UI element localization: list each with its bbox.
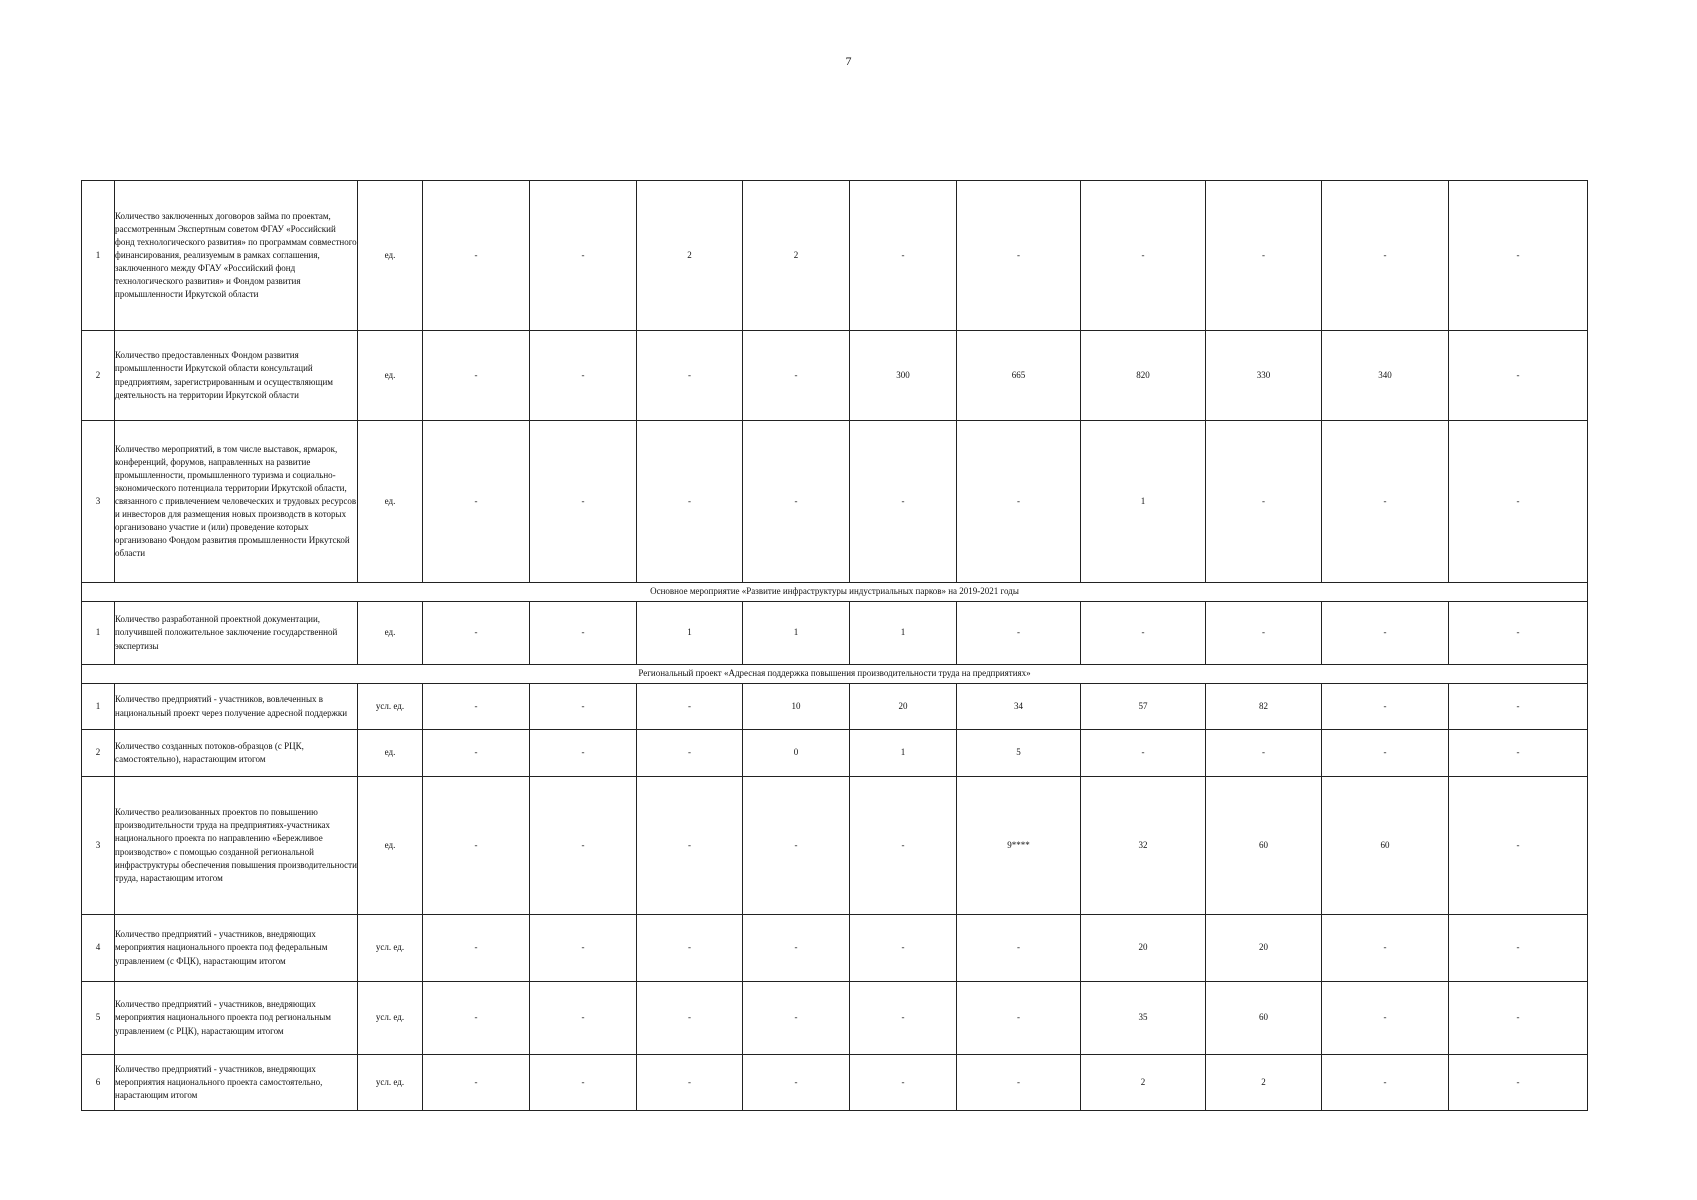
value-cell: 330 (1206, 331, 1322, 421)
value-cell: - (743, 777, 850, 915)
value-cell: - (1081, 181, 1206, 331)
value-cell: - (637, 730, 743, 777)
unit-cell: ед. (358, 181, 423, 331)
indicators-table (81, 180, 1588, 1111)
row-number: 3 (82, 421, 115, 583)
value-cell: - (1449, 982, 1588, 1055)
value-cell: 20 (850, 684, 957, 730)
value-cell: - (850, 421, 957, 583)
value-cell: 10 (743, 684, 850, 730)
value-cell: - (1322, 602, 1449, 665)
value-cell: 60 (1206, 777, 1322, 915)
value-cell: - (957, 915, 1081, 982)
table-row (82, 181, 1588, 331)
row-number: 5 (82, 982, 115, 1055)
table-row (82, 421, 1588, 583)
value-cell: - (423, 730, 530, 777)
value-cell: - (957, 602, 1081, 665)
value-cell: - (530, 1055, 637, 1111)
value-cell: - (850, 1055, 957, 1111)
value-cell: - (530, 915, 637, 982)
value-cell: 20 (1081, 915, 1206, 982)
value-cell: - (423, 982, 530, 1055)
value-cell: 340 (1322, 331, 1449, 421)
value-cell: - (743, 915, 850, 982)
unit-cell: усл. ед. (358, 684, 423, 730)
value-cell: - (957, 181, 1081, 331)
value-cell: - (1449, 684, 1588, 730)
value-cell: - (423, 421, 530, 583)
indicator-description: Количество разработанной проектной документации, получившей положительное заключение государственной экспертизы (115, 602, 358, 665)
value-cell: - (637, 331, 743, 421)
indicator-description: Количество предприятий - участников, внедряющих мероприятия национального проекта под федеральным управлением (с ФЦК), нарастающим итогом (115, 915, 358, 982)
section-title: Региональный проект «Адресная поддержка повышения производительности труда на предприятиях» (82, 665, 1588, 684)
value-cell: 2 (637, 181, 743, 331)
indicator-description: Количество созданных потоков-образцов (с РЦК, самостоятельно), нарастающим итогом (115, 730, 358, 777)
value-cell: - (1449, 915, 1588, 982)
value-cell: - (850, 982, 957, 1055)
value-cell: 820 (1081, 331, 1206, 421)
value-cell: - (1206, 602, 1322, 665)
page-number: 7 (845, 54, 852, 68)
row-number: 1 (82, 602, 115, 665)
value-cell: - (423, 602, 530, 665)
row-number: 3 (82, 777, 115, 915)
value-cell: 0 (743, 730, 850, 777)
value-cell: 1 (637, 602, 743, 665)
value-cell: - (637, 777, 743, 915)
indicator-description: Количество предприятий - участников, внедряющих мероприятия национального проекта под региональным управлением (с РЦК), нарастающим итогом (115, 982, 358, 1055)
row-number: 2 (82, 730, 115, 777)
value-cell: - (1206, 181, 1322, 331)
table-row (82, 777, 1588, 915)
value-cell: 5 (957, 730, 1081, 777)
table-row (82, 602, 1588, 665)
unit-cell: ед. (358, 777, 423, 915)
unit-cell: усл. ед. (358, 1055, 423, 1111)
value-cell: - (1322, 915, 1449, 982)
value-cell: 1 (743, 602, 850, 665)
value-cell: - (850, 777, 957, 915)
value-cell: - (423, 181, 530, 331)
section-title: Основное мероприятие «Развитие инфраструктуры индустриальных парков» на 2019-2021 годы (82, 583, 1588, 602)
value-cell: 60 (1322, 777, 1449, 915)
row-number: 4 (82, 915, 115, 982)
row-number: 1 (82, 181, 115, 331)
value-cell: - (1322, 982, 1449, 1055)
value-cell: - (530, 684, 637, 730)
indicator-description: Количество реализованных проектов по повышению производительности труда на предприятиях-участниках национального проекта по направлению «Бережливое производство» с помощью созданной региональной инфраструктуры обеспечения повышения производительности труда, нарастающим итогом (115, 777, 358, 915)
unit-cell: усл. ед. (358, 915, 423, 982)
value-cell: - (1449, 331, 1588, 421)
value-cell: - (957, 421, 1081, 583)
value-cell: - (957, 982, 1081, 1055)
value-cell: - (530, 602, 637, 665)
value-cell: - (530, 421, 637, 583)
value-cell: - (850, 181, 957, 331)
value-cell: 82 (1206, 684, 1322, 730)
value-cell: - (1449, 730, 1588, 777)
value-cell: - (423, 684, 530, 730)
value-cell: 2 (1206, 1055, 1322, 1111)
value-cell: 32 (1081, 777, 1206, 915)
value-cell: - (1449, 181, 1588, 331)
table-row (82, 684, 1588, 730)
section-row (82, 665, 1588, 684)
value-cell: - (423, 777, 530, 915)
indicator-description: Количество предприятий - участников, вовлеченных в национальный проект через получение адресной поддержки (115, 684, 358, 730)
section-row (82, 583, 1588, 602)
table-row (82, 915, 1588, 982)
table-row (82, 982, 1588, 1055)
value-cell: - (743, 1055, 850, 1111)
value-cell: - (1081, 602, 1206, 665)
value-cell: - (743, 982, 850, 1055)
table-row (82, 1055, 1588, 1111)
value-cell: - (530, 730, 637, 777)
unit-cell: ед. (358, 421, 423, 583)
value-cell: - (1449, 602, 1588, 665)
value-cell: - (1322, 684, 1449, 730)
value-cell: - (1322, 1055, 1449, 1111)
value-cell: - (530, 181, 637, 331)
value-cell: 1 (850, 602, 957, 665)
value-cell: - (637, 915, 743, 982)
unit-cell: ед. (358, 602, 423, 665)
value-cell: - (1449, 777, 1588, 915)
value-cell: - (1449, 421, 1588, 583)
value-cell: 665 (957, 331, 1081, 421)
value-cell: 1 (1081, 421, 1206, 583)
indicator-description: Количество мероприятий, в том числе выставок, ярмарок, конференций, форумов, направленных на развитие промышленности, промышленного туризма и социально-экономического потенциала территории Иркутской области, связанного с привлечением человеческих и трудовых ресурсов и инвесторов для размещения новых производств в которых организовано участие и (или) проведение которых организовано Фондом развития промышленности Иркутской области (115, 421, 358, 583)
value-cell: - (743, 421, 850, 583)
value-cell: 2 (743, 181, 850, 331)
value-cell: - (1449, 1055, 1588, 1111)
value-cell: - (637, 684, 743, 730)
row-number: 6 (82, 1055, 115, 1111)
value-cell: 20 (1206, 915, 1322, 982)
unit-cell: ед. (358, 331, 423, 421)
indicator-description: Количество заключенных договоров займа по проектам, рассмотренным Экспертным советом ФГАУ «Российский фонд технологического развития» по программам совместного финансирования, реализуемым в рамках соглашения, заключенного между ФГАУ «Российский фонд технологического развития» и Фондом развития промышленности Иркутской области (115, 181, 358, 331)
value-cell: - (530, 982, 637, 1055)
value-cell: 60 (1206, 982, 1322, 1055)
value-cell: - (850, 915, 957, 982)
value-cell: - (637, 421, 743, 583)
value-cell: 2 (1081, 1055, 1206, 1111)
indicator-description: Количество предприятий - участников, внедряющих мероприятия национального проекта самостоятельно, нарастающим итогом (115, 1055, 358, 1111)
row-number: 1 (82, 684, 115, 730)
value-cell: 1 (850, 730, 957, 777)
value-cell: - (423, 331, 530, 421)
table-row (82, 331, 1588, 421)
value-cell: 35 (1081, 982, 1206, 1055)
value-cell: - (1206, 730, 1322, 777)
value-cell: - (743, 331, 850, 421)
value-cell: - (1322, 730, 1449, 777)
unit-cell: ед. (358, 730, 423, 777)
value-cell: - (530, 331, 637, 421)
indicator-description: Количество предоставленных Фондом развития промышленности Иркутской области консультаций предприятиям, зарегистрированным и осуществляющим деятельность на территории Иркутской области (115, 331, 358, 421)
row-number: 2 (82, 331, 115, 421)
value-cell: - (530, 777, 637, 915)
value-cell: 9**** (957, 777, 1081, 915)
value-cell: 57 (1081, 684, 1206, 730)
value-cell: - (423, 1055, 530, 1111)
value-cell: 34 (957, 684, 1081, 730)
unit-cell: усл. ед. (358, 982, 423, 1055)
value-cell: - (1081, 730, 1206, 777)
value-cell: 300 (850, 331, 957, 421)
value-cell: - (1322, 181, 1449, 331)
value-cell: - (1206, 421, 1322, 583)
value-cell: - (1322, 421, 1449, 583)
value-cell: - (637, 982, 743, 1055)
value-cell: - (637, 1055, 743, 1111)
value-cell: - (957, 1055, 1081, 1111)
value-cell: - (423, 915, 530, 982)
table-row (82, 730, 1588, 777)
